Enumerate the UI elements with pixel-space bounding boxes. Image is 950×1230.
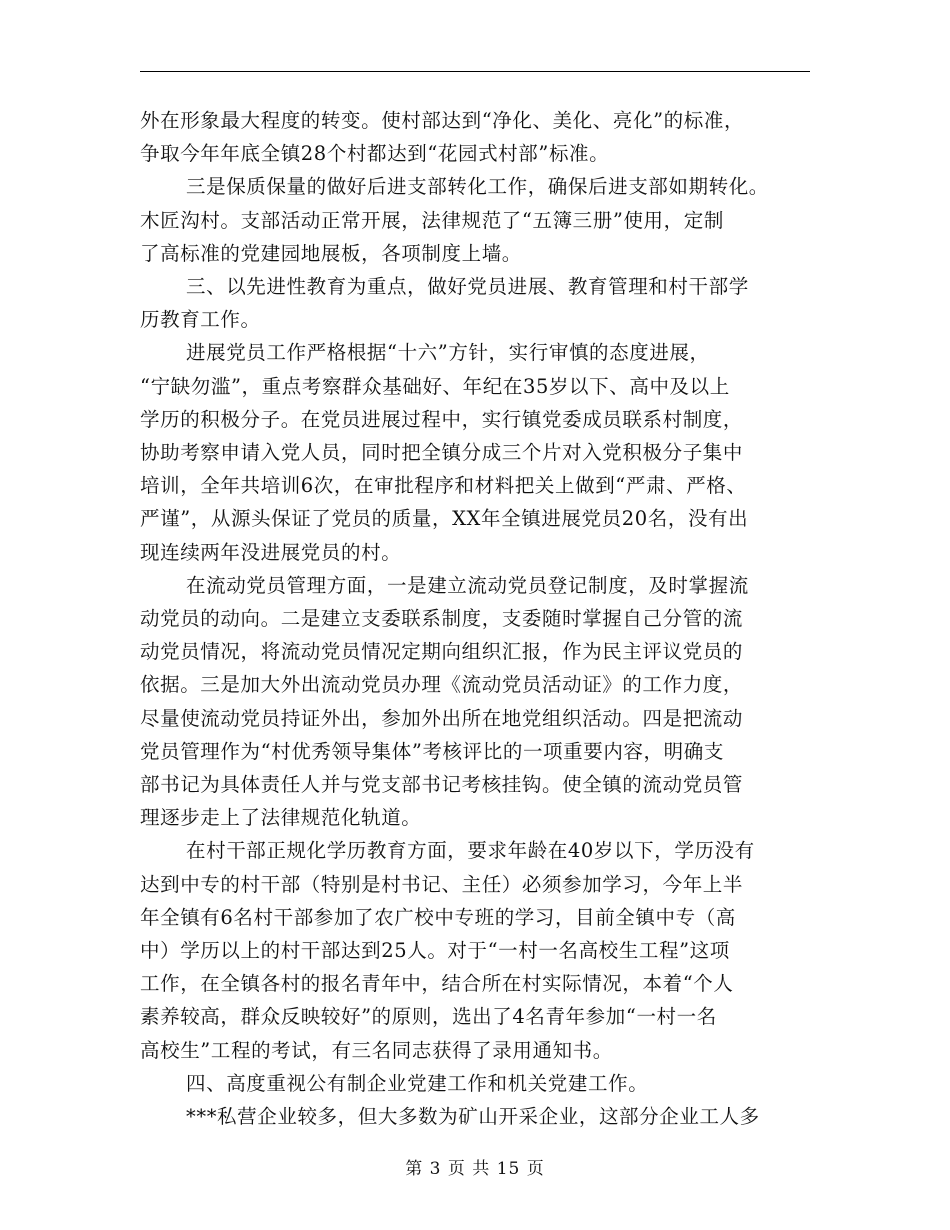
text-line: 四、高度重视公有制企业党建工作和机关党建工作。	[186, 1071, 649, 1095]
text-line: ***私营企业较多，但大多数为矿山开采企业，这部分企业工人多	[186, 1105, 760, 1129]
text-line: 三、以先进性教育为重点，做好党员进展、教育管理和村干部学	[186, 275, 749, 299]
text-line: 现连续两年没进展党员的村。	[140, 540, 402, 564]
page-footer: 第 3 页 共 15 页	[405, 1159, 545, 1179]
text-line: 在流动党员管理方面，一是建立流动党员登记制度，及时掌握流	[186, 573, 749, 597]
text-line: 年全镇有6名村干部参加了农广校中专班的学习，目前全镇中专（高	[140, 905, 736, 929]
text-line: 尽量使流动党员持证外出，参加外出所在地党组织活动。四是把流动	[140, 706, 744, 730]
text-line: 达到中专的村干部（特别是村书记、主任）必须参加学习，今年上半	[140, 872, 744, 896]
text-line: 素养较高，群众反映较好”的原则，选出了4名青年参加“一村一名	[140, 1005, 717, 1029]
header-rule	[140, 71, 810, 72]
text-line: 学历的积极分子。在党员进展过程中，实行镇党委成员联系村制度，	[140, 407, 744, 431]
text-line: 中）学历以上的村干部达到25人。对于“一村一名高校生工程”这项	[140, 939, 730, 963]
text-line: 部书记为具体责任人并与党支部书记考核挂钩。使全镇的流动党员管	[140, 773, 744, 797]
text-line: 严谨”，从源头保证了党员的质量，XX年全镇进展党员20名，没有出	[140, 507, 749, 531]
text-line: 动党员的动向。二是建立支委联系制度，支委随时掌握自己分管的流	[140, 607, 744, 631]
text-line: 在村干部正规化学历教育方面，要求年龄在40岁以下，学历没有	[186, 839, 755, 863]
text-line: 历教育工作。	[140, 308, 261, 332]
text-line: 了高标准的党建园地展板，各项制度上墙。	[140, 241, 522, 265]
text-line: 培训，全年共培训6次，在审批程序和材料把关上做到“严肃、严格、	[140, 474, 747, 498]
text-line: 三是保质保量的做好后进支部转化工作，确保后进支部如期转化。	[186, 175, 769, 199]
text-line: 协助考察申请入党人员，同时把全镇分成三个片对入党积极分子集中	[140, 441, 744, 465]
text-line: 理逐步走上了法律规范化轨道。	[140, 806, 422, 830]
text-line: 党员管理作为“村优秀领导集体”考核评比的一项重要内容，明确支	[140, 739, 724, 763]
text-line: 动党员情况，将流动党员情况定期向组织汇报，作为民主评议党员的	[140, 640, 744, 664]
text-line: 依据。三是加大外出流动党员办理《流动党员活动证》的工作力度，	[140, 673, 744, 697]
text-line: 高校生”工程的考试，有三名同志获得了录用通知书。	[140, 1038, 613, 1062]
text-line: 外在形象最大程度的转变。使村部达到“净化、美化、亮化”的标准，	[140, 109, 745, 132]
text-line: 争取今年年底全镇28个村都达到“花园式村部”标准。	[140, 142, 610, 166]
text-line: 木匠沟村。支部活动正常开展，法律规范了“五簿三册”使用，定制	[140, 208, 724, 232]
text-line: 进展党员工作严格根据“十六”方针，实行审慎的态度进展，	[186, 341, 710, 365]
document-body	[140, 104, 810, 1133]
text-line: “宁缺勿滥”，重点考察群众基础好、年纪在35岁以下、高中及以上	[140, 374, 730, 398]
text-line: 工作，在全镇各村的报名青年中，结合所在村实际情况，本着“个人	[140, 972, 734, 996]
